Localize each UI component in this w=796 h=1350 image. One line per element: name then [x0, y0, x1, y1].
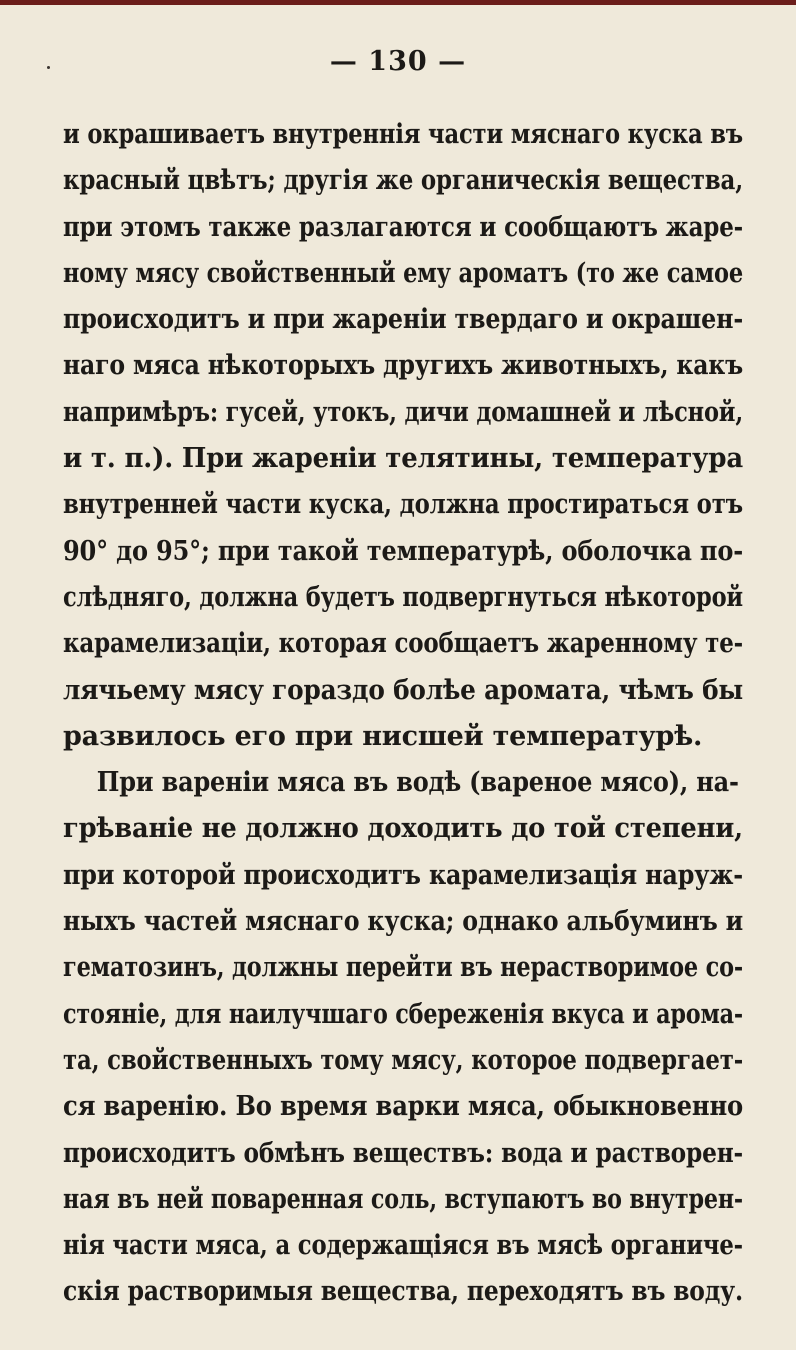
text-line: скія растворимыя вещества, переходятъ въ воду.	[63, 1276, 743, 1308]
text-line: происходитъ и при жареніи твердаго и окрашен-	[63, 304, 744, 336]
text-line: и т. п.). При жареніи телятины, температура	[63, 443, 743, 475]
text-line: развилось его при нисшей температурѣ.	[63, 720, 703, 752]
text-line: ся варенію. Во время варки мяса, обыкновенно	[63, 1091, 744, 1123]
paragraph-2	[63, 760, 743, 1316]
text-line: 90° до 95°; при такой температурѣ, оболочка по-	[63, 535, 744, 567]
text-line: стояніе, для наилучшаго сбереженія вкуса и арома-	[63, 998, 744, 1030]
text-line: внутренней части куска, должна простираться отъ	[63, 489, 743, 521]
text-line: карамелизаціи, которая сообщаетъ жаренному те-	[63, 628, 744, 660]
text-line: при этомъ также разлагаются и сообщаютъ жаре-	[63, 211, 744, 243]
text-line: напримѣръ: гусей, утокъ, дичи домашней и лѣсной,	[63, 396, 744, 428]
text-line: и окрашиваетъ внутреннія части мяснаго куска въ	[63, 119, 743, 150]
text-line: ная въ ней поваренная соль, вступаютъ во внутрен-	[63, 1183, 743, 1215]
text-line: ному мясу свойственный ему ароматъ (то же самое	[63, 257, 743, 289]
text-line: происходитъ обмѣнъ веществъ: вода и растворен-	[63, 1137, 744, 1169]
text-line: гематозинъ, должны перейти въ нерастворимое со-	[63, 952, 744, 984]
text-line: при которой происходитъ карамелизація наруж-	[63, 859, 743, 891]
text-line: При вареніи мяса въ водѣ (вареное мясо), на-	[96, 767, 739, 799]
text-line: красный цвѣтъ; другія же органическія вещества,	[63, 165, 744, 197]
text-line: слѣдняго, должна будетъ подвергнуться нѣкоторой	[63, 581, 743, 613]
text-line: нія части мяса, а содержащіяся въ мясѣ органиче-	[63, 1230, 743, 1262]
page-number: — 130 —	[329, 46, 467, 77]
text-line: ныхъ частей мяснаго куска; однако альбуминъ и	[63, 906, 744, 938]
top-border	[0, 0, 796, 5]
text-line: лячьему мясу гораздо болѣе аромата, чѣмъ бы	[63, 674, 744, 706]
text-line: наго мяса нѣкоторыхъ другихъ животныхъ, какъ	[63, 350, 744, 382]
text-line: грѣваніе не должно доходить до той степени,	[63, 813, 743, 845]
paragraph-1	[63, 112, 743, 760]
body-text	[63, 112, 743, 1316]
text-line: та, свойственныхъ тому мясу, которое подвергает-	[63, 1044, 743, 1076]
